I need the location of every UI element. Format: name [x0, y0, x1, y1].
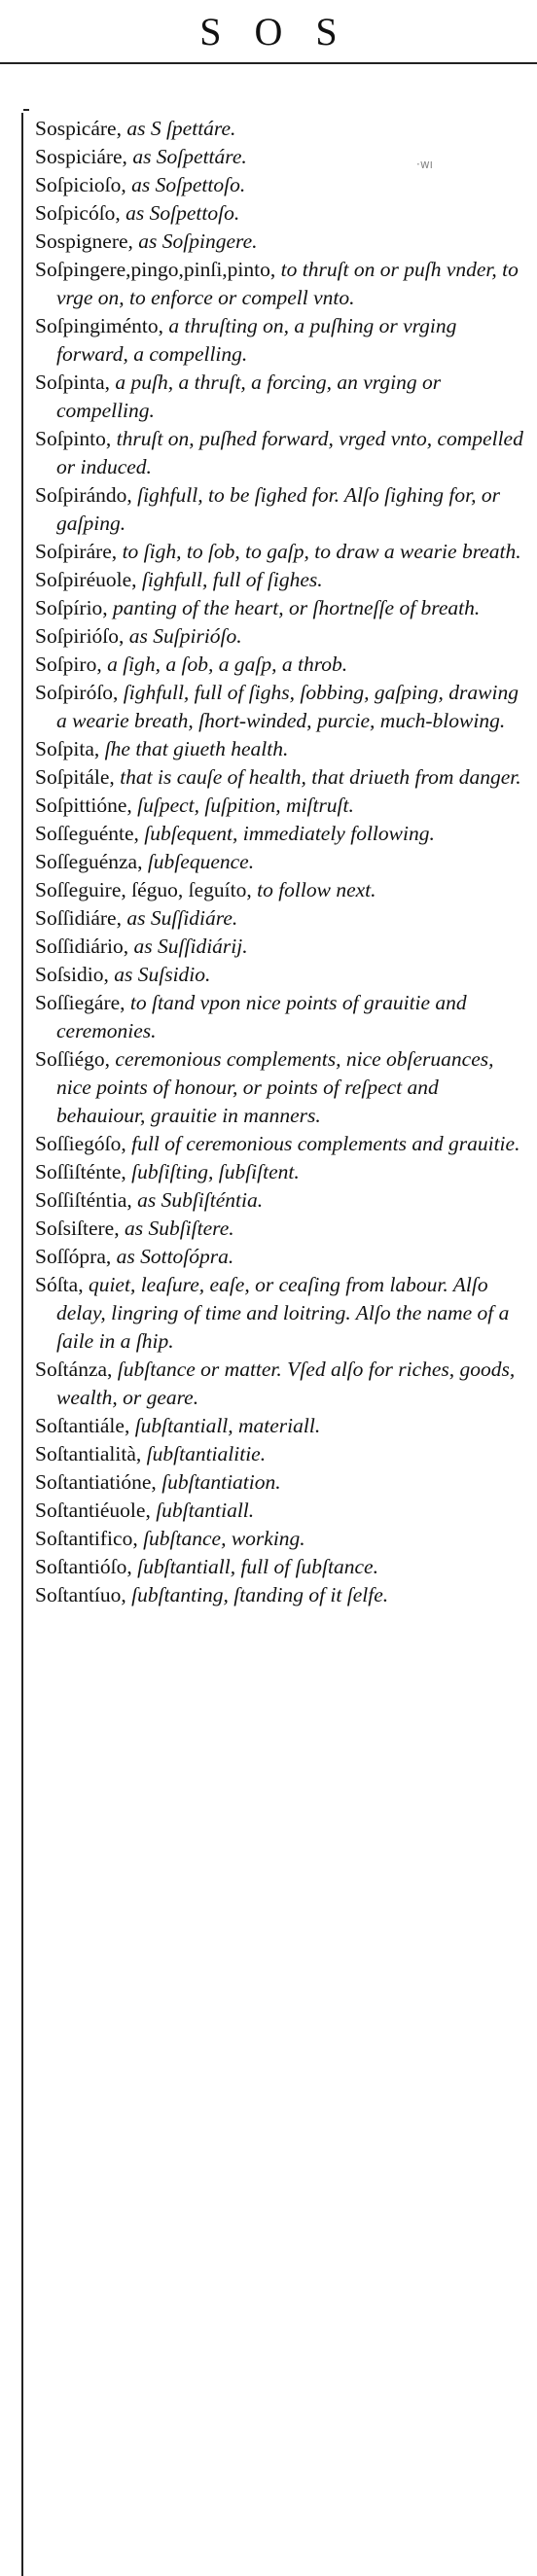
dictionary-entry	[35, 1045, 527, 1130]
dictionary-entry	[35, 481, 527, 538]
entry-definition: as Soſpingere.	[132, 229, 258, 253]
dictionary-entry	[35, 735, 527, 763]
column-rule-mark	[23, 109, 29, 111]
entry-definition: ceremonious complements, nice obſeruances, nice points of honour, or points of reſpect and behauiour, grauitie in manners.	[56, 1047, 494, 1127]
entry-definition: that is cauſe of health, that driueth from danger.	[114, 765, 521, 789]
entry-definition: ſubſtantiall, materiall.	[129, 1414, 321, 1437]
entry-headword: Soſſiegáre,	[35, 991, 125, 1014]
dictionary-entry	[35, 904, 527, 933]
dictionary-entry	[35, 566, 527, 594]
entry-definition: ſubſtantiation.	[156, 1470, 281, 1494]
dictionary-entry	[35, 538, 527, 566]
dictionary-entry	[35, 763, 527, 792]
dictionary-entry	[35, 1271, 527, 1356]
dictionary-entry	[35, 848, 527, 876]
dictionary-entry	[35, 369, 527, 425]
dictionary-entry	[35, 1130, 527, 1158]
entry-headword: Soſtantialità,	[35, 1442, 142, 1465]
entry-definition: ſubſtance, working.	[137, 1527, 305, 1550]
dictionary-entry	[35, 1581, 527, 1609]
dictionary-entry	[35, 115, 527, 143]
entry-headword: Soſtantíuo,	[35, 1583, 126, 1606]
dictionary-entry	[35, 1243, 527, 1271]
entry-headword: Soſſeguénza,	[35, 850, 143, 873]
entry-headword: Soſſidiário,	[35, 935, 129, 958]
entry-definition: a puſh, a thruſt, a forcing, an vrging or compelling.	[56, 371, 442, 422]
entry-headword: Sospiciáre,	[35, 145, 127, 168]
entry-definition: panting of the heart, or ſhortneſſe of breath.	[107, 596, 481, 619]
entry-headword: Soſſidiáre,	[35, 906, 122, 930]
entry-headword: Soſpinta,	[35, 371, 111, 394]
entry-headword: Sospignere,	[35, 229, 133, 253]
entry-headword: Soſpitále,	[35, 765, 115, 789]
entry-headword: Soſpiréuole,	[35, 568, 137, 591]
entry-definition: ſubſequent, immediately following.	[138, 822, 435, 845]
dictionary-entry	[35, 228, 527, 256]
entry-definition: a thruſting on, a puſhing or vrging forward, a compelling.	[56, 314, 457, 366]
entry-definition: to thruſt on or puſh vnder, to vrge on, to enforce or compell vnto.	[56, 258, 519, 309]
dictionary-entry	[35, 594, 527, 622]
entry-definition: as Suſſidiáre.	[121, 906, 238, 930]
dictionary-entry	[35, 1186, 527, 1215]
entry-headword: Soſpirióſo,	[35, 624, 125, 648]
dictionary-entry	[35, 1412, 527, 1440]
dictionary-entry	[35, 1356, 527, 1412]
dictionary-entry	[35, 143, 527, 171]
entry-definition: ſhe that giueth health.	[99, 737, 289, 760]
dictionary-entry	[35, 820, 527, 848]
entry-headword: Soſſeguénte,	[35, 822, 139, 845]
entry-headword: Soſtantifico,	[35, 1527, 138, 1550]
entry-definition: ſubſtantiall, full of ſubſtance.	[131, 1555, 378, 1578]
page-header	[0, 0, 537, 64]
entry-headword: Soſtantióſo,	[35, 1555, 132, 1578]
entry-definition: thruſt on, puſhed forward, vrged vnto, compelled or induced.	[56, 427, 523, 478]
entry-definition: as Suſpirióſo.	[124, 624, 242, 648]
entry-headword: Soſpingiménto,	[35, 314, 163, 337]
entry-definition: to follow next.	[251, 878, 376, 901]
entry-headword: Soſtánza,	[35, 1358, 113, 1381]
dictionary-entry	[35, 792, 527, 820]
entry-headword: Soſſiſténte,	[35, 1160, 126, 1183]
entry-headword: Soſſeguire, ſéguo, ſeguíto,	[35, 878, 252, 901]
entry-headword: Soſtantiále,	[35, 1414, 130, 1437]
dictionary-entry	[35, 199, 527, 228]
entry-headword: Soſpittióne,	[35, 794, 132, 817]
entry-headword: Soſpita,	[35, 737, 100, 760]
entry-definition: ſighfull, to be ſighed for. Alſo ſighing for, or gaſping.	[56, 483, 500, 535]
page-title: SOS	[199, 9, 371, 53]
entry-definition: as Soſpettoſo.	[120, 201, 240, 225]
stray-mark: ·wı	[416, 158, 433, 171]
entry-headword: Soſſiégo,	[35, 1047, 111, 1071]
dictionary-entry	[35, 933, 527, 961]
entry-definition: ſubſtanting, ſtanding of it ſelfe.	[125, 1583, 389, 1606]
dictionary-entry	[35, 312, 527, 369]
entry-definition: as Sottoſópra.	[111, 1245, 234, 1268]
entry-definition: to ſtand vpon nice points of grauitie and ceremonies.	[56, 991, 467, 1042]
entry-definition: as Soſpettáre.	[126, 145, 247, 168]
entry-definition: quiet, leaſure, eaſe, or ceaſing from labour. Alſo delay, lingring of time and loitring. Alſo the name of a ſaile in a ſhip.	[56, 1273, 510, 1353]
dictionary-entry	[35, 1553, 527, 1581]
entry-definition: ſubſtantialitie.	[141, 1442, 267, 1465]
dictionary-entry	[35, 171, 527, 199]
dictionary-entry	[35, 425, 527, 481]
entry-definition: ſubſequence.	[142, 850, 255, 873]
entry-definition: as Subſiſtere.	[119, 1217, 234, 1240]
dictionary-entry	[35, 1497, 527, 1525]
entry-headword: Soſtantiatióne,	[35, 1470, 157, 1494]
dictionary-entry	[35, 1158, 527, 1186]
dictionary-entry	[35, 1215, 527, 1243]
entry-definition: full of ceremonious complements and grauitie.	[125, 1132, 520, 1155]
dictionary-entry	[35, 876, 527, 904]
entry-headword: Soſſópra,	[35, 1245, 112, 1268]
dictionary-entry	[35, 1440, 527, 1468]
entry-definition: as Soſpettoſo.	[125, 173, 246, 196]
dictionary-entry	[35, 1468, 527, 1497]
dictionary-entry	[35, 961, 527, 989]
entry-headword: Soſſiſténtia,	[35, 1188, 132, 1212]
entry-definition: ſubſtance or matter. Vſed alſo for riches, goods, wealth, or geare.	[56, 1358, 516, 1409]
entry-definition: ſuſpect, ſuſpition, miſtruſt.	[131, 794, 354, 817]
dictionary-entry	[35, 989, 527, 1045]
dictionary-entry	[35, 1525, 527, 1553]
entry-definition: ſighfull, full of ſighs, ſobbing, gaſping, drawing a wearie breath, ſhort-winded, purcie, much-blowing.	[56, 681, 519, 732]
entry-headword: Soſsiſtere,	[35, 1217, 120, 1240]
entry-headword: Soſſiegóſo,	[35, 1132, 126, 1155]
entry-headword: Soſpicóſo,	[35, 201, 121, 225]
dictionary-entry	[35, 622, 527, 651]
entry-headword: Soſpicioſo,	[35, 173, 126, 196]
entry-definition: ſubſiſting, ſubſiſtent.	[125, 1160, 300, 1183]
entry-definition: a ſigh, a ſob, a gaſp, a throb.	[101, 653, 348, 676]
entry-definition: as Suſsidio.	[108, 963, 211, 986]
entry-definition: ſighfull, full of ſighes.	[136, 568, 323, 591]
dictionary-column	[21, 113, 527, 2576]
entry-list	[35, 115, 527, 1609]
entry-headword: Soſpiráre,	[35, 540, 118, 563]
entry-definition: as S ſpettáre.	[121, 117, 236, 140]
entry-headword: Sospicáre,	[35, 117, 122, 140]
entry-headword: Soſpirándo,	[35, 483, 132, 507]
entry-definition: ſubſtantiall.	[150, 1499, 255, 1522]
entry-headword: Soſpingere,pingo,pinſi,pinto,	[35, 258, 276, 281]
dictionary-entry	[35, 679, 527, 735]
entry-headword: Soſpinto,	[35, 427, 112, 450]
entry-definition: as Subſiſténtia.	[131, 1188, 264, 1212]
entry-definition: as Suſſidiárij.	[128, 935, 248, 958]
entry-headword: Soſtantiéuole,	[35, 1499, 151, 1522]
entry-headword: Sóſta,	[35, 1273, 84, 1296]
entry-headword: Soſpírio,	[35, 596, 108, 619]
entry-headword: Soſpiróſo,	[35, 681, 119, 704]
dictionary-entry	[35, 256, 527, 312]
entry-headword: Soſpiro,	[35, 653, 102, 676]
dictionary-entry	[35, 651, 527, 679]
entry-headword: Soſsidio,	[35, 963, 109, 986]
entry-definition: to ſigh, to ſob, to gaſp, to draw a wearie breath.	[117, 540, 521, 563]
